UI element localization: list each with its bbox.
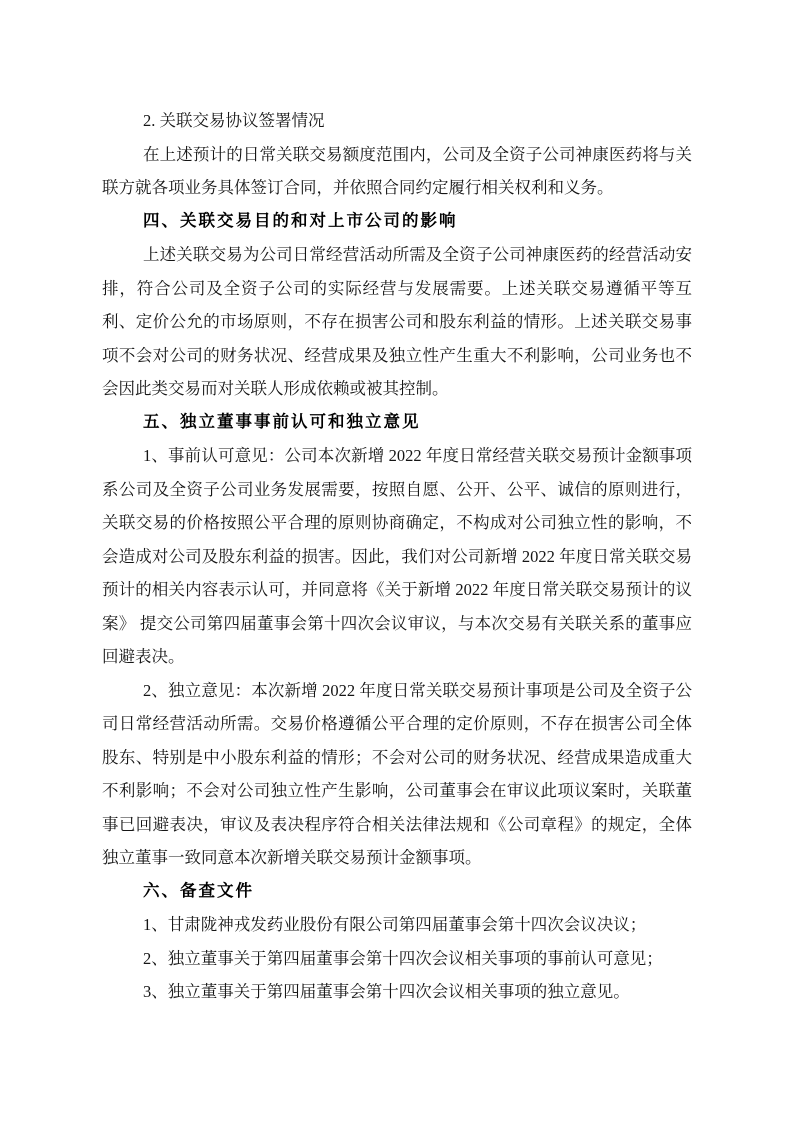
- reference-document-item-1: 1、甘肃陇神戎发药业股份有限公司第四届董事会第十四次会议决议；: [143, 915, 647, 934]
- paragraph-transaction-purpose-impact: 上述关联交易为公司日常经营活动所需及全资子公司神康医药的经营活动安排，符合公司及全资子公司的实际经营与发展需要。上述关联交易遵循平等互利、定价公允的市场原则，不存在损害公司和股东利益的情形。上述关联交易事项不会对公司的财务状况、经营成果及独立性产生重大不利影响，公司业务也不会因此类交易而对关联人形成依赖或被其控制。: [102, 245, 692, 398]
- section-4-heading: 四、关联交易目的和对上市公司的影响: [143, 211, 458, 230]
- paragraph-agreement-signing: 在上述预计的日常关联交易额度范围内，公司及全资子公司神康医药将与关联方就各项业务具体签订合同，并依照合同约定履行相关权利和义务。: [102, 144, 692, 197]
- section-6-heading: 六、备查文件: [143, 881, 254, 900]
- reference-document-item-3: 3、独立董事关于第四届董事会第十四次会议相关事项的独立意见。: [143, 982, 630, 1001]
- section-5-heading: 五、独立董事事前认可和独立意见: [143, 412, 421, 431]
- paragraph-prior-approval-opinion: 1、事前认可意见：公司本次新增 2022 年度日常经营关联交易预计金额事项系公司及全资子公司业务发展需要，按照自愿、公开、公平、诚信的原则进行，关联交易的价格按照公平合理的原则协商确定，不构成对公司独立性的影响，不会造成对公司及股东利益的损害。因此，我们对公司新增 2022 年度日常关联交易预计的相关内容表示认可，并同意将《关于新增 2022 年度日常关联交易预计的议案》 提交公司第四届董事会第十四次会议审议，与本次交易有关联关系的董事应回避表决。: [102, 446, 692, 666]
- reference-document-item-2: 2、独立董事关于第四届董事会第十四次会议相关事项的事前认可意见；: [143, 948, 663, 968]
- paragraph-independent-opinion: 2、独立意见：本次新增 2022 年度日常关联交易预计事项是公司及全资子公司日常经营活动所需。交易价格遵循公平合理的定价原则，不存在损害公司全体股东、特别是中小股东利益的情形；不会对公司的财务状况、经营成果造成重大不利影响；不会对公司独立性产生影响，公司董事会在审议此项议案时，关联董事已回避表决，审议及表决程序符合相关法律法规和《公司章程》的规定，全体独立董事一致同意本次新增关联交易预计金额事项。: [102, 680, 692, 867]
- clause-2-subheading: 2. 关联交易协议签署情况: [143, 111, 325, 130]
